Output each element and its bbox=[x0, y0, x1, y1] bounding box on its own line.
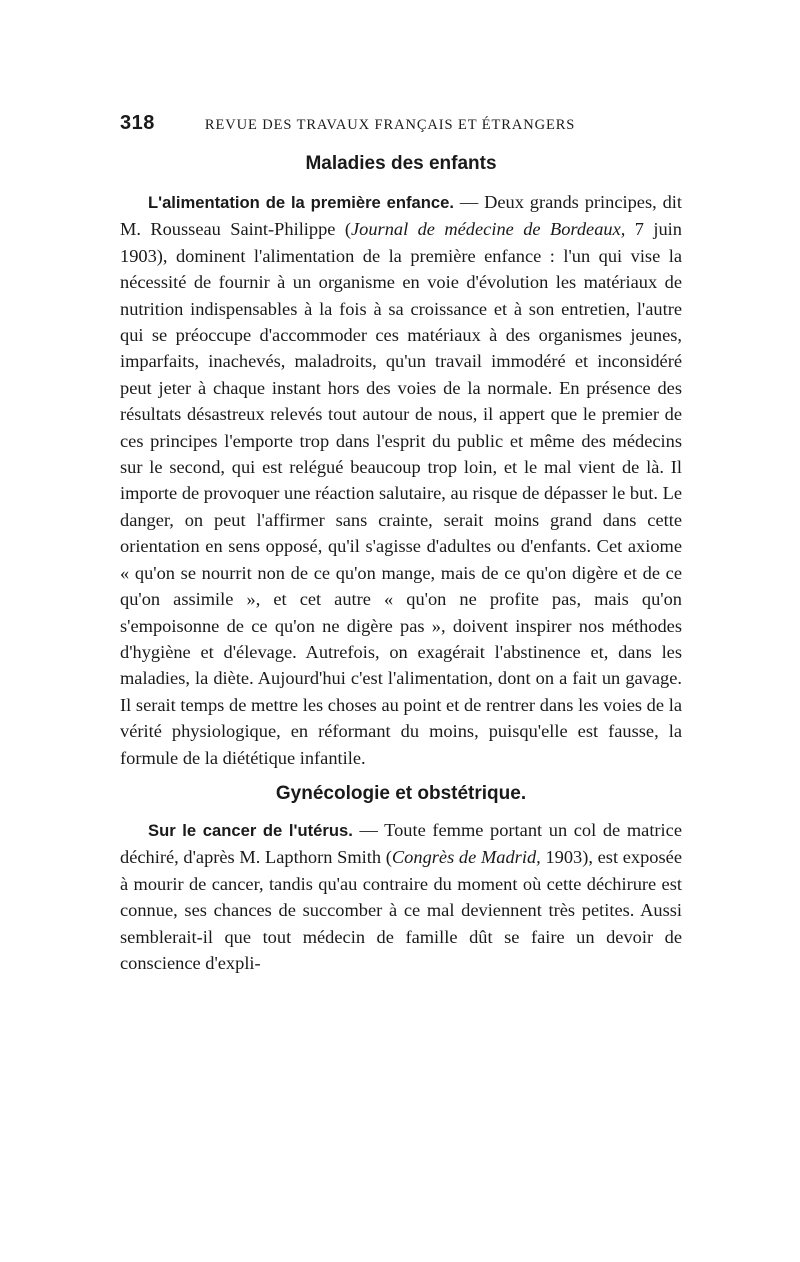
section-pediatrics bbox=[120, 153, 682, 771]
article-text: — Deux grands principes, dit M. Rousseau Saint-Philippe ( bbox=[120, 192, 682, 240]
section-heading: Gynécologie et obstétrique. bbox=[275, 782, 527, 804]
section-gynecology bbox=[120, 783, 682, 976]
citation-journal: Journal de médecine de Bordeaux, bbox=[351, 219, 626, 240]
article-text: 7 juin 1903), dominent l'alimentation de la première enfance : l'un qui vise la nécessité de fournir à un organisme en voie d'évolution les matériaux de nutrition indispensables à la fois à sa croissance et à son entretien, l'autre qui se préoccupe d'accommoder ces matériaux à des organismes jeunes, imparfaits, inachevés, maladroits, qu'un travail immodéré et inconsidéré peut jeter à chaque instant hors des voies de la normale. En présence des résultats désastreux relevés tout autour de nous, il appert que le premier de ces principes l'emporte trop dans l'esprit du public et même des médecins sur le second, qui est relégué beaucoup trop loin, et le mal vient de là. Il importe de provoquer une réaction salutaire, au risque de dépasser le but. Le danger, on peut l'affirmer sans crainte, serait moins grand dans cette orientation en sens opposé, qu'il s'agisse d'adultes ou d'enfants. Cet axiome « qu'on se nourrit non de ce qu'on mange, mais de ce qu'on digère et de ce qu'on assimile », et cet autre « qu'on ne profite pas, mais qu'on s'empoisonne de ce qu'on ne digère pas », doivent inspirer nos méthodes d'hygiène et d'élevage. Autrefois, on exagérait l'abstinence et, dans les maladies, la diète. Aujourd'hui c'est l'alimentation, dont on a fait un gavage. Il serait temps de mettre les choses au point et de rentrer dans les voies de la vérité physiologique, en réformant du moins, puisqu'elle est fausse, la formule de la diététique infantile. bbox=[120, 219, 682, 768]
article-text: — Toute femme portant un col de matrice déchiré, d'après M. Lapthorn Smith ( bbox=[120, 819, 682, 868]
article-title: Sur le cancer de l'utérus. bbox=[148, 820, 353, 840]
citation-congress: Congrès de Madrid, bbox=[391, 847, 541, 868]
page-number: 318 bbox=[120, 112, 155, 134]
journal-page bbox=[120, 112, 682, 976]
article-title: L'alimentation de la première enfance. bbox=[148, 193, 454, 212]
journal-title: REVUE DES TRAVAUX FRANÇAIS ET ÉTRANGERS bbox=[204, 117, 576, 133]
article-text: 1903), est exposée à mourir de cancer, tandis qu'au contraire du moment où cette déchirure est connue, ses chances de succomber à ce mal deviennent très petites. Aussi semblerait-il que tout médecin de famille dût se faire un devoir de conscience d'expli- bbox=[120, 847, 682, 973]
article-paragraph bbox=[120, 189, 682, 771]
article-paragraph bbox=[120, 817, 682, 976]
section-heading: Maladies des enfants bbox=[305, 153, 497, 174]
running-head bbox=[120, 112, 682, 135]
